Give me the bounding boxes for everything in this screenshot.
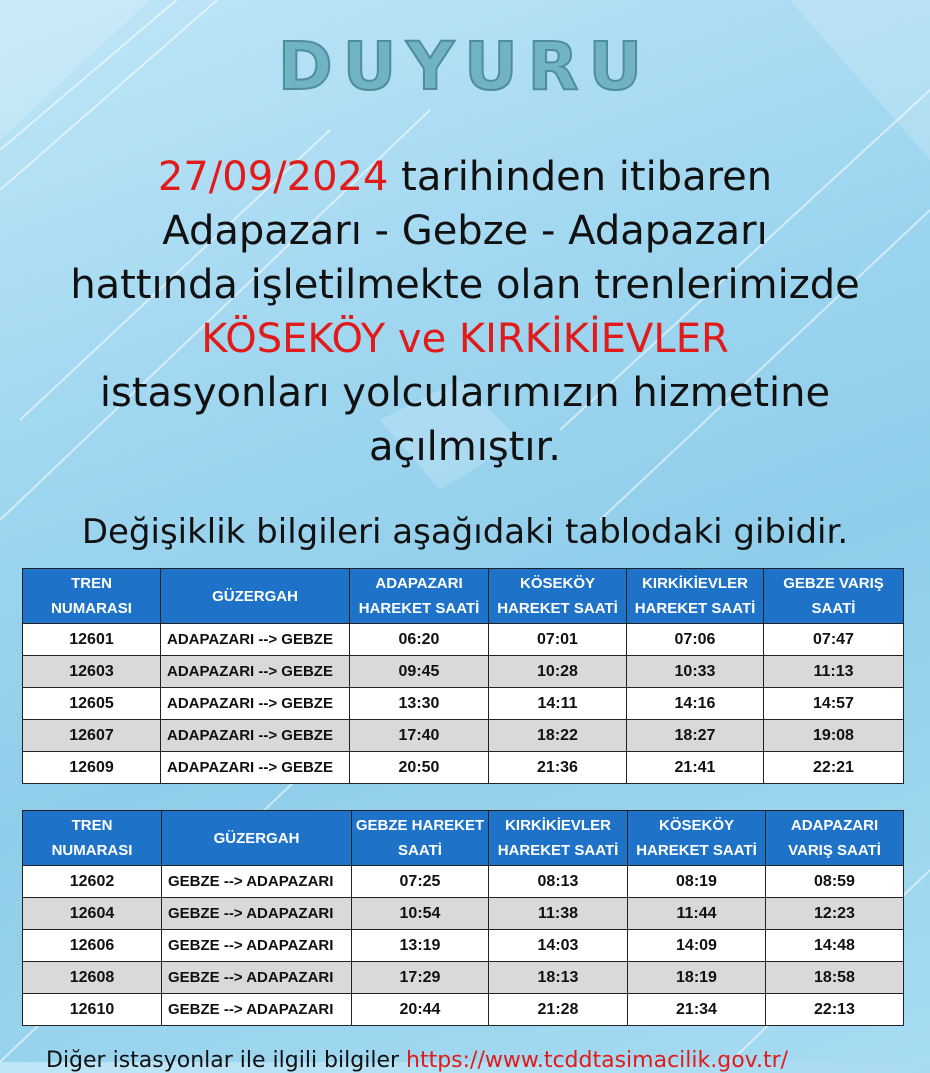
train-number: 12604 (23, 898, 162, 930)
announcement-stations: KÖSEKÖY ve KIRKİKİEVLER (201, 316, 729, 362)
page-title: DUYURU (277, 28, 653, 105)
time-cell: 07:47 (764, 624, 904, 656)
time-cell: 11:13 (764, 656, 904, 688)
time-cell: 11:44 (628, 898, 766, 930)
train-number: 12605 (23, 688, 161, 720)
time-cell: 06:20 (350, 624, 489, 656)
route: GEBZE --> ADAPAZARI (162, 994, 352, 1026)
time-cell: 10:54 (352, 898, 489, 930)
announcement-line-1-rest: tarihinden itibaren (388, 154, 773, 200)
time-cell: 18:27 (627, 720, 764, 752)
header-train-number: TREN NUMARASI (23, 569, 161, 624)
header-gebze-departure: GEBZE HAREKET SAATİ (352, 811, 489, 866)
time-cell: 14:16 (627, 688, 764, 720)
announcement-line-6: açılmıştır. (369, 424, 561, 470)
table-row (23, 752, 904, 784)
table-row (23, 930, 904, 962)
time-cell: 14:48 (766, 930, 904, 962)
timetable-adapazari-gebze (22, 568, 904, 784)
announcement-line-5: istasyonları yolcularımızın hizmetine (99, 370, 831, 416)
time-cell: 14:09 (628, 930, 766, 962)
time-cell: 07:25 (352, 866, 489, 898)
header-gebze-arrival: GEBZE VARIŞ SAATİ (764, 569, 904, 624)
time-cell: 20:44 (352, 994, 489, 1026)
route: ADAPAZARI --> GEBZE (161, 720, 350, 752)
time-cell: 18:19 (628, 962, 766, 994)
time-cell: 14:57 (764, 688, 904, 720)
footer-text: Diğer istasyonlar ile ilgili bilgiler (46, 1048, 407, 1073)
table-row (23, 962, 904, 994)
route: GEBZE --> ADAPAZARI (162, 962, 352, 994)
table-row (23, 656, 904, 688)
time-cell: 07:01 (489, 624, 627, 656)
train-number: 12606 (23, 930, 162, 962)
time-cell: 21:41 (627, 752, 764, 784)
header-train-number: TREN NUMARASI (23, 811, 162, 866)
announcement-text (0, 150, 930, 474)
route: ADAPAZARI --> GEBZE (161, 656, 350, 688)
table-row (23, 898, 904, 930)
time-cell: 18:13 (489, 962, 628, 994)
table-row (23, 866, 904, 898)
announcement-line-1 (0, 150, 930, 204)
train-number: 12602 (23, 866, 162, 898)
time-cell: 13:19 (352, 930, 489, 962)
route: GEBZE --> ADAPAZARI (162, 866, 352, 898)
table-row (23, 720, 904, 752)
time-cell: 14:03 (489, 930, 628, 962)
time-cell: 20:50 (350, 752, 489, 784)
train-number: 12601 (23, 624, 161, 656)
time-cell: 13:30 (350, 688, 489, 720)
route: ADAPAZARI --> GEBZE (161, 688, 350, 720)
time-cell: 18:22 (489, 720, 627, 752)
header-route: GÜZERGAH (161, 569, 350, 624)
header-kirkikievler-departure: KIRKİKİEVLER HAREKET SAATİ (627, 569, 764, 624)
header-kosekoy-departure: KÖSEKÖY HAREKET SAATİ (489, 569, 627, 624)
time-cell: 09:45 (350, 656, 489, 688)
time-cell: 19:08 (764, 720, 904, 752)
header-adapazari-arrival: ADAPAZARI VARIŞ SAATİ (766, 811, 904, 866)
time-cell: 11:38 (489, 898, 628, 930)
time-cell: 21:34 (628, 994, 766, 1026)
time-cell: 07:06 (627, 624, 764, 656)
train-number: 12609 (23, 752, 161, 784)
announcement-line-3: hattında işletilmekte olan trenlerimizde (70, 262, 860, 308)
table-row (23, 624, 904, 656)
route: ADAPAZARI --> GEBZE (161, 624, 350, 656)
footer-note (46, 1048, 926, 1073)
train-number: 12610 (23, 994, 162, 1026)
time-cell: 22:21 (764, 752, 904, 784)
time-cell: 10:28 (489, 656, 627, 688)
table-header-row (23, 811, 904, 866)
announcement-line-2: Adapazarı - Gebze - Adapazarı (162, 208, 768, 254)
table-header-row (23, 569, 904, 624)
time-cell: 17:29 (352, 962, 489, 994)
header-kirkikievler-departure: KIRKİKİEVLER HAREKET SAATİ (489, 811, 628, 866)
timetable-gebze-adapazari (22, 810, 904, 1026)
time-cell: 21:28 (489, 994, 628, 1026)
train-number: 12603 (23, 656, 161, 688)
table-row (23, 994, 904, 1026)
time-cell: 10:33 (627, 656, 764, 688)
route: ADAPAZARI --> GEBZE (161, 752, 350, 784)
time-cell: 08:59 (766, 866, 904, 898)
header-kosekoy-departure: KÖSEKÖY HAREKET SAATİ (628, 811, 766, 866)
time-cell: 14:11 (489, 688, 627, 720)
time-cell: 22:13 (766, 994, 904, 1026)
route: GEBZE --> ADAPAZARI (162, 930, 352, 962)
time-cell: 21:36 (489, 752, 627, 784)
time-cell: 18:58 (766, 962, 904, 994)
effective-date: 27/09/2024 (157, 154, 389, 200)
header-route: GÜZERGAH (162, 811, 352, 866)
website-link[interactable]: https://www.tcddtasimacilik.gov.tr/ (406, 1048, 789, 1073)
time-cell: 08:19 (628, 866, 766, 898)
train-number: 12608 (23, 962, 162, 994)
header-adapazari-departure: ADAPAZARI HAREKET SAATİ (350, 569, 489, 624)
time-cell: 17:40 (350, 720, 489, 752)
time-cell: 08:13 (489, 866, 628, 898)
train-number: 12607 (23, 720, 161, 752)
table-row (23, 688, 904, 720)
subtitle: Değişiklik bilgileri aşağıdaki tablodaki gibidir. (81, 512, 849, 552)
route: GEBZE --> ADAPAZARI (162, 898, 352, 930)
time-cell: 12:23 (766, 898, 904, 930)
